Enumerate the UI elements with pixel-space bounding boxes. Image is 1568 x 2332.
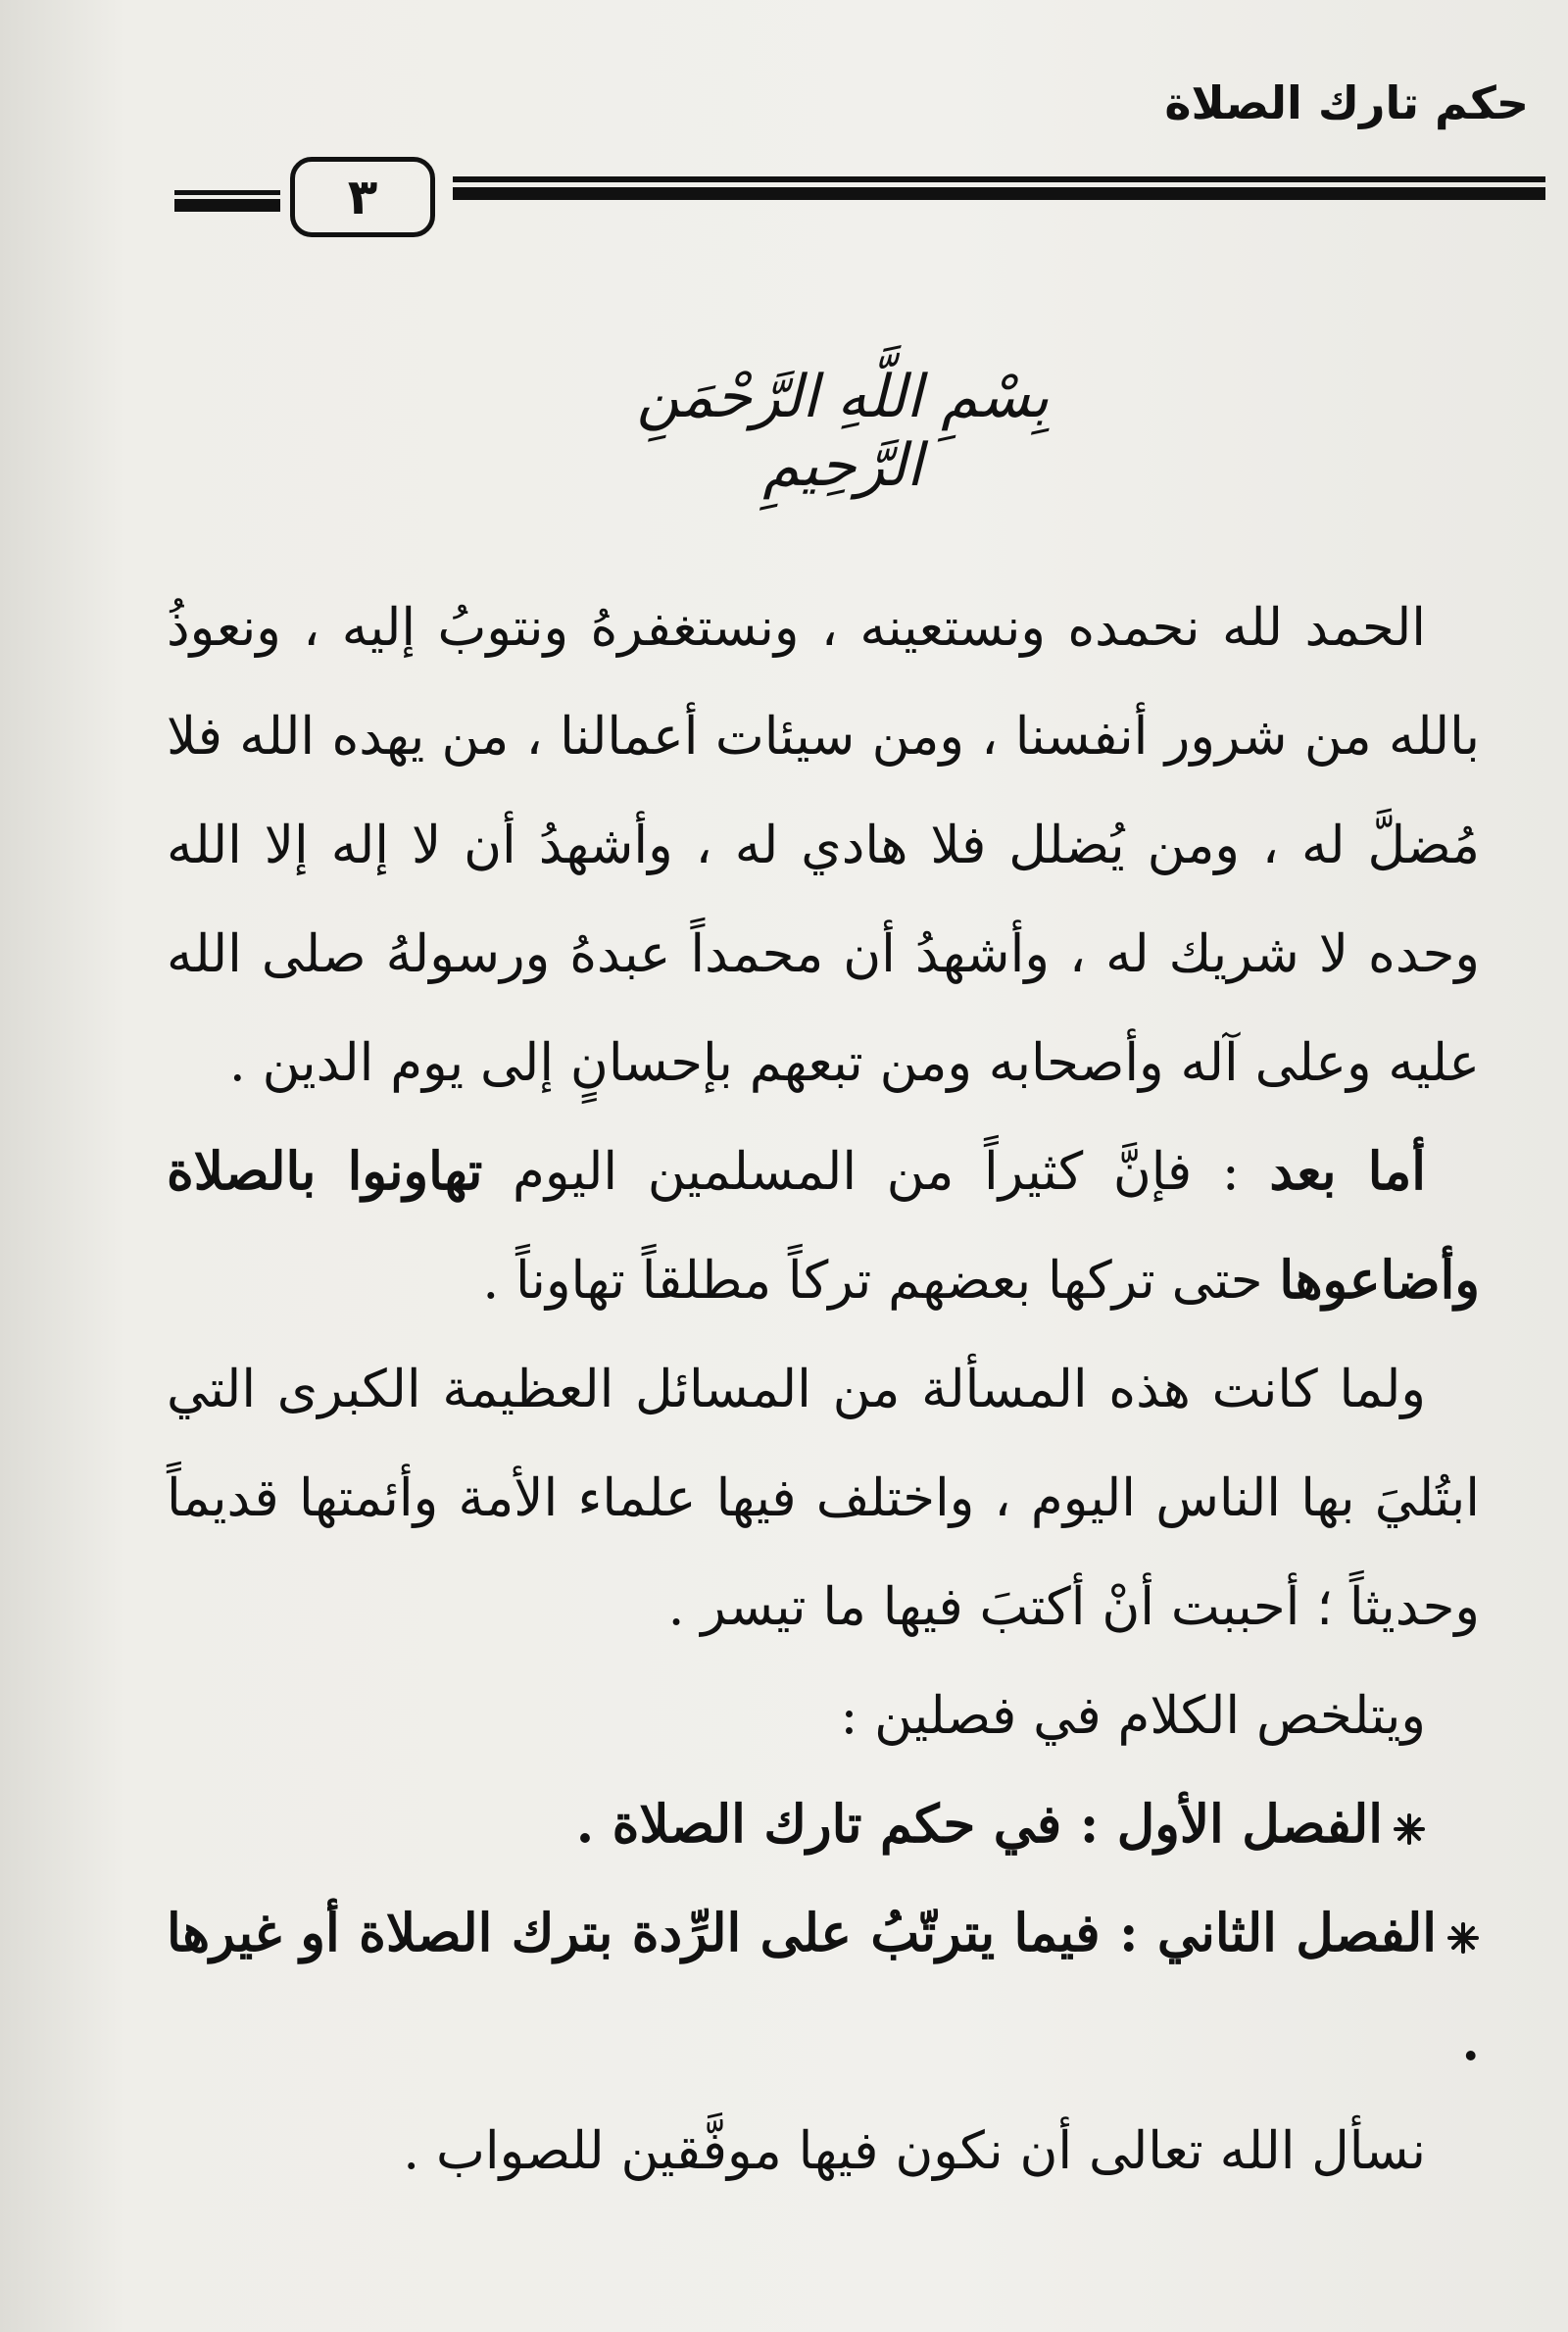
header-rule-right	[453, 174, 1545, 204]
chapter-two-line	[167, 1879, 1480, 2097]
asterisk-ornament-icon	[1393, 1812, 1426, 1846]
third-paragraph: ولما كانت هذه المسألة من المسائل العظيمة الكبرى التي ابتُليَ بها الناس اليوم ، واختلف فيها علماء الأمة وأئمتها قديماً وحديثاً ؛ أحببت أنْ أكتبَ فيها ما تيسر .	[167, 1360, 1480, 1637]
second-paragraph-bold: تهاونوا بالصلاة وأضاعوها	[167, 1141, 1480, 1311]
opening-paragraph: الحمد لله نحمده ونستعينه ، ونستغفرهُ ونتوبُ إليه ، ونعوذُ بالله من شرور أنفسنا ، ومن سيئات أعمالنا ، من يهده الله فلا مُضلَّ له ، ومن يُضلل فلا هادي له ، وأشهدُ أن لا إله إلا الله وحده لا شريك له ، وأشهدُ أن محمداً عبدهُ ورسولهُ صلى الله عليه وعلى آله وأصحابه ومن تبعهم بإحسانٍ إلى يوم الدين .	[167, 598, 1480, 1093]
header-rule-left	[174, 188, 280, 218]
basmala-calligraphy: بِسْمِ اللَّهِ الرَّحْمَنِ الرَّحِيمِ	[636, 363, 1050, 500]
second-paragraph-text: : فإنَّ كثيراً من المسلمين اليوم	[482, 1142, 1270, 1202]
closing-paragraph: نسأل الله تعالى أن نكون فيها موفَّقين للصواب .	[403, 2121, 1426, 2181]
chapter-one-text: الفصل الأول : في حكم تارك الصلاة .	[575, 1794, 1383, 1855]
asterisk-ornament-icon	[1446, 1921, 1480, 1955]
page-number: ٣	[290, 157, 435, 237]
chapter-two-text: الفصل الثاني : فيما يترتّبُ على الرِّدة بترك الصلاة أو غيرها .	[167, 1903, 1480, 2072]
chapter-one-line	[167, 1770, 1480, 1879]
body-text	[167, 573, 1480, 2206]
running-title: حكم تارك الصلاة	[1164, 76, 1529, 129]
fourth-paragraph: ويتلخص الكلام في فصلين :	[840, 1686, 1426, 1746]
second-paragraph	[167, 1117, 1480, 1335]
ama-baad-lead: أما بعد	[1269, 1141, 1427, 1202]
second-paragraph-tail: حتى تركها بعضهم تركاً مطلقاً تهاوناً .	[482, 1251, 1280, 1311]
